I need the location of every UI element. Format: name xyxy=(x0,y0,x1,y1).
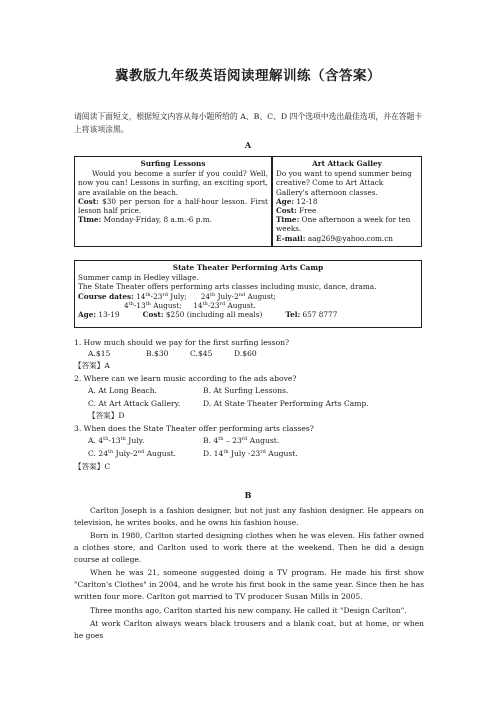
surfing-ad-cost: Cost: $30 per person for a half-hour lesson. First lesson half price. xyxy=(78,196,268,216)
question-2: 2. Where can we learn music according to the ads above? xyxy=(74,374,297,383)
art-attack-ad xyxy=(272,156,422,247)
q2-option-c: C. At Art Attack Gallery. xyxy=(88,399,181,408)
passage-b-paragraph-5: At work Carlton always wears black trousers and a blank coat, but at home, or when he goes xyxy=(74,619,424,640)
passage-b-paragraph-1: Carlton Joseph is a fashion designer, but not just any fashion designer. He appears on television, he writes books, and he owns his fashion house. xyxy=(74,506,424,527)
surfing-ad-title: Surfing Lessons xyxy=(140,159,206,168)
q1-option-a: A.$15 xyxy=(88,349,111,358)
passage-b-paragraph-3: When he was 21, someone suggested doing a TV program. He made his first show "Carlton's Clothes" in 2004, and he wrote his first book in the same year. Since then he has written four more. Carlton got married to TV producer Susan Mills in 2005. xyxy=(74,568,424,601)
theater-ad-title: State Theater Performing Arts Camp xyxy=(172,263,324,272)
section-b-heading: B xyxy=(244,490,252,500)
art-ad-title: Art Attack Galley xyxy=(312,159,382,168)
q1-answer: 【答案】A xyxy=(74,361,110,370)
q2-option-a: A. At Long Beach. xyxy=(88,386,158,395)
question-1: 1. How much should we pay for the first surfing lesson? xyxy=(74,338,290,347)
surfing-lessons-ad xyxy=(74,156,272,247)
theater-ad-dates: Course dates: 14th-23rd July; 24th July-2nd August; xyxy=(78,291,276,301)
state-theater-ad xyxy=(74,260,422,328)
instructions: 请阅读下面短文，根据短文内容从每小题所给的 A、B、C、D 四个选项中选出最佳选项，并在答题卡上将该项涂黑。 xyxy=(74,112,423,134)
art-ad-age: Age: 12-18 xyxy=(276,196,318,206)
theater-ad-dates-2: 4th-13th August; 14th-23rd August. xyxy=(124,300,256,310)
surfing-ad-time: Time: Monday-Friday, 8 a.m.-6 p.m. xyxy=(78,215,212,225)
section-a-heading: A xyxy=(244,140,252,150)
q3-option-d: D. 14th July -23rd August. xyxy=(203,449,298,458)
art-ad-cost: Cost: Free xyxy=(276,206,317,216)
q2-answer: 【答案】D xyxy=(88,411,125,420)
q1-option-d: D.$60 xyxy=(234,349,257,358)
surfing-ad-body: Would you become a surfer if you could? Well, now you can! Lessons in surfing, an exciting sport, are available on the beach. xyxy=(78,169,268,197)
q3-option-c: C. 24th July-2nd August. xyxy=(88,449,177,458)
question-3: 3. When does the State Theater offer performing arts classes? xyxy=(74,424,314,433)
theater-ad-details: Age: 13-19 Cost: $250 (including all meals) Tel: 657 8777 xyxy=(78,310,338,320)
q1-option-c: C.$45 xyxy=(190,349,213,358)
q2-option-d: D. At State Theater Performing Arts Camp. xyxy=(203,399,369,408)
document-title: 冀教版九年级英语阅读理解训练（含答案） xyxy=(115,68,381,84)
passage-b-paragraph-4: Three months ago, Carlton started his new company. He called it "Design Carlton". xyxy=(90,606,407,615)
art-ad-email: E-mail: aag269@yahoo.com.cn xyxy=(276,233,393,243)
theater-ad-line1: Summer camp in Hedley village. xyxy=(78,273,199,283)
q2-option-b: B. At Surfing Lessons. xyxy=(203,386,289,395)
q1-option-b: B.$30 xyxy=(146,349,169,358)
q3-answer: 【答案】C xyxy=(74,462,111,471)
q3-option-a: A. 4th-13th July. xyxy=(88,436,145,445)
theater-ad-line2: The State Theater offers performing arts classes including music, dance, drama. xyxy=(78,282,377,292)
art-ad-body: Do you want to spend summer being creative? Come to Art Attack Gallery's afternoon classes. xyxy=(276,169,412,197)
art-ad-time: Time: One afternoon a week for ten weeks. xyxy=(276,215,411,234)
passage-b-paragraph-2: Born in 1980, Carlton started designing clothes when he was eleven. His father owned a clothes store, and Carlton used to work there at the weekend. Then he did a design course at college. xyxy=(74,531,424,564)
q3-option-b: B. 4th – 23rd August. xyxy=(203,436,280,445)
